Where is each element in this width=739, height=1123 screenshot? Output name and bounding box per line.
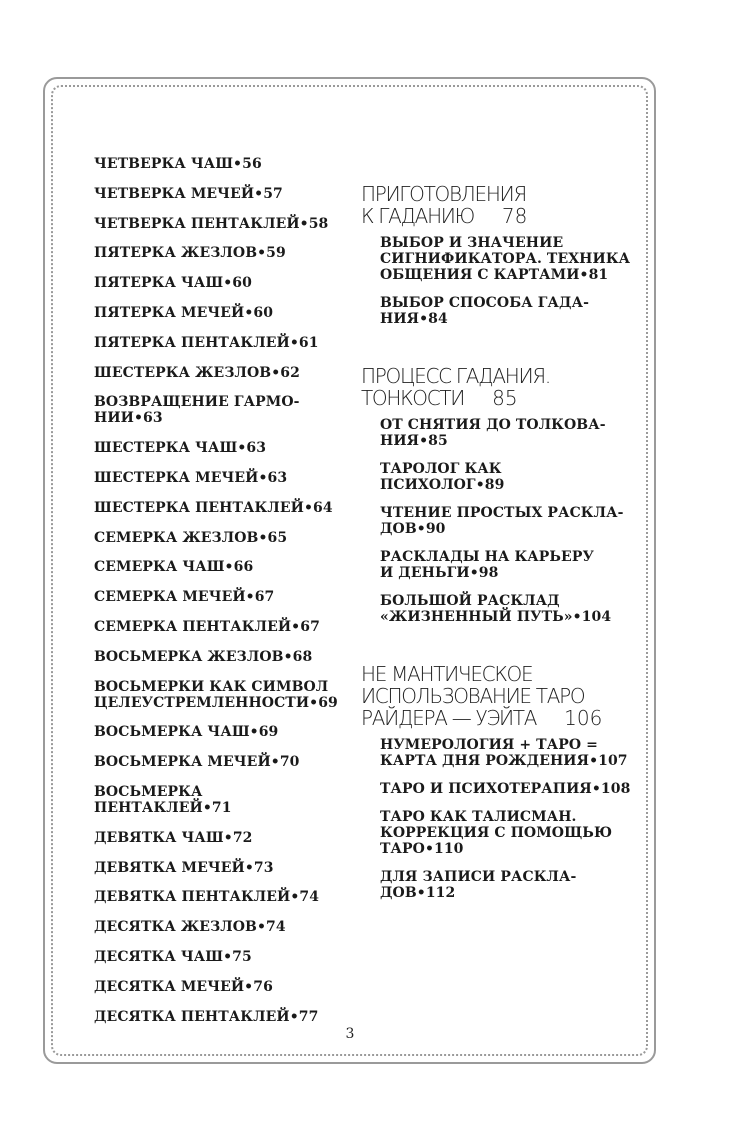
toc-entry: ВОСЬМЕРКА ЧАШ•69 <box>94 724 279 741</box>
toc-entry: ДЛЯ ЗАПИСИ РАСКЛА- ДОВ•112 <box>380 869 577 901</box>
toc-section <box>361 183 631 327</box>
toc-entry: РАСКЛАДЫ НА КАРЬЕРУ И ДЕНЬГИ•98 <box>380 549 594 581</box>
toc-entry: ЧЕТВЕРКА ПЕНТАКЛЕЙ•58 <box>94 215 329 232</box>
toc-entry: СЕМЕРКА ЧАШ•66 <box>94 559 254 576</box>
section-title-line: ПРИГОТОВЛЕНИЯ <box>361 182 526 206</box>
toc-entry: ДЕСЯТКА МЕЧЕЙ•76 <box>94 978 273 995</box>
toc-entry: ЧЕТВЕРКА МЕЧЕЙ•57 <box>94 185 283 202</box>
toc-left-column <box>94 156 344 1038</box>
section-title <box>361 183 631 227</box>
toc-entry: ДЕСЯТКА ПЕНТАКЛЕЙ•77 <box>94 1008 319 1025</box>
toc-entry: ЧТЕНИЕ ПРОСТЫХ РАСКЛА- ДОВ•90 <box>380 505 624 537</box>
toc-entry: НУМЕРОЛОГИЯ + ТАРО = КАРТА ДНЯ РОЖДЕНИЯ•107 <box>380 737 628 769</box>
section-title-line: ИСПОЛЬЗОВАНИЕ ТАРО <box>361 684 585 708</box>
toc-entry: ВОСЬМЕРКА ПЕНТАКЛЕЙ•71 <box>94 783 232 816</box>
toc-entry: ШЕСТЕРКА ЧАШ•63 <box>94 440 267 457</box>
section-title-line: НЕ МАНТИЧЕСКОЕ <box>361 662 533 686</box>
section-title-line: ПРОЦЕСС ГАДАНИЯ. <box>361 364 550 388</box>
page-number: 3 <box>345 1026 355 1042</box>
toc-entry: ВОСЬМЕРКА ЖЕЗЛОВ•68 <box>94 648 313 665</box>
section-title-line: ТОНКОСТИ 85 <box>361 386 518 410</box>
toc-entry: ДЕСЯТКА ЖЕЗЛОВ•74 <box>94 919 286 936</box>
toc-entry: ПЯТЕРКА ЖЕЗЛОВ•59 <box>94 245 286 262</box>
toc-entry: ДЕВЯТКА ПЕНТАКЛЕЙ•74 <box>94 889 320 906</box>
toc-entry: СЕМЕРКА МЕЧЕЙ•67 <box>94 589 275 606</box>
toc-entry: СЕМЕРКА ПЕНТАКЛЕЙ•67 <box>94 618 320 635</box>
section-page-number: 78 <box>501 204 528 228</box>
toc-entry: ТАРОЛОГ КАК ПСИХОЛОГ•89 <box>380 461 505 493</box>
toc-entry: ПЯТЕРКА МЕЧЕЙ•60 <box>94 304 274 321</box>
section-page-number: 85 <box>492 386 518 410</box>
toc-entry: БОЛЬШОЙ РАСКЛАД «ЖИЗНЕННЫЙ ПУТЬ»•104 <box>380 593 612 625</box>
toc-entry: ТАРО И ПСИХОТЕРАПИЯ•108 <box>380 781 631 797</box>
section-title <box>361 365 631 409</box>
toc-entry: ВЫБОР И ЗНАЧЕНИЕ СИГНИФИКАТОРА. ТЕХНИКА ОБЩЕНИЯ С КАРТАМИ•81 <box>380 235 631 283</box>
spacer <box>361 637 631 663</box>
section-title-line: РАЙДЕРА — УЭЙТА 106 <box>361 706 603 730</box>
toc-entry: ЧЕТВЕРКА ЧАШ•56 <box>94 156 262 172</box>
toc-section <box>361 365 631 625</box>
toc-entry: ДЕВЯТКА ЧАШ•72 <box>94 829 253 846</box>
toc-entry: ШЕСТЕРКА МЕЧЕЙ•63 <box>94 469 288 486</box>
toc-entry: ШЕСТЕРКА ПЕНТАКЛЕЙ•64 <box>94 499 333 516</box>
spacer <box>361 339 631 365</box>
toc-entry: ДЕВЯТКА МЕЧЕЙ•73 <box>94 859 274 876</box>
toc-entry: ПЯТЕРКА ЧАШ•60 <box>94 275 252 292</box>
toc-entry: ДЕСЯТКА ЧАШ•75 <box>94 948 252 965</box>
toc-entry: ВОСЬМЕРКА МЕЧЕЙ•70 <box>94 754 300 771</box>
toc-entry: СЕМЕРКА ЖЕЗЛОВ•65 <box>94 529 288 546</box>
toc-entry: ПЯТЕРКА ПЕНТАКЛЕЙ•61 <box>94 334 319 351</box>
section-page-number: 106 <box>564 706 603 730</box>
toc-entry: ВЫБОР СПОСОБА ГАДА- НИЯ•84 <box>380 295 589 327</box>
section-title-line: К ГАДАНИЮ 78 <box>361 204 528 228</box>
toc-entry: ТАРО КАК ТАЛИСМАН. КОРРЕКЦИЯ С ПОМОЩЬЮ ТАРО•110 <box>380 809 613 857</box>
toc-section <box>361 663 631 901</box>
toc-entry: ВОСЬМЕРКИ КАК СИМВОЛ ЦЕЛЕУСТРЕМЛЕННОСТИ•69 <box>94 678 338 711</box>
toc-right-column <box>361 183 631 913</box>
toc-entry: ШЕСТЕРКА ЖЕЗЛОВ•62 <box>94 364 300 381</box>
section-title <box>361 663 631 729</box>
toc-entry: ВОЗВРАЩЕНИЕ ГАРМО- НИИ•63 <box>94 394 300 427</box>
toc-entry: ОТ СНЯТИЯ ДО ТОЛКОВА- НИЯ•85 <box>380 417 606 449</box>
